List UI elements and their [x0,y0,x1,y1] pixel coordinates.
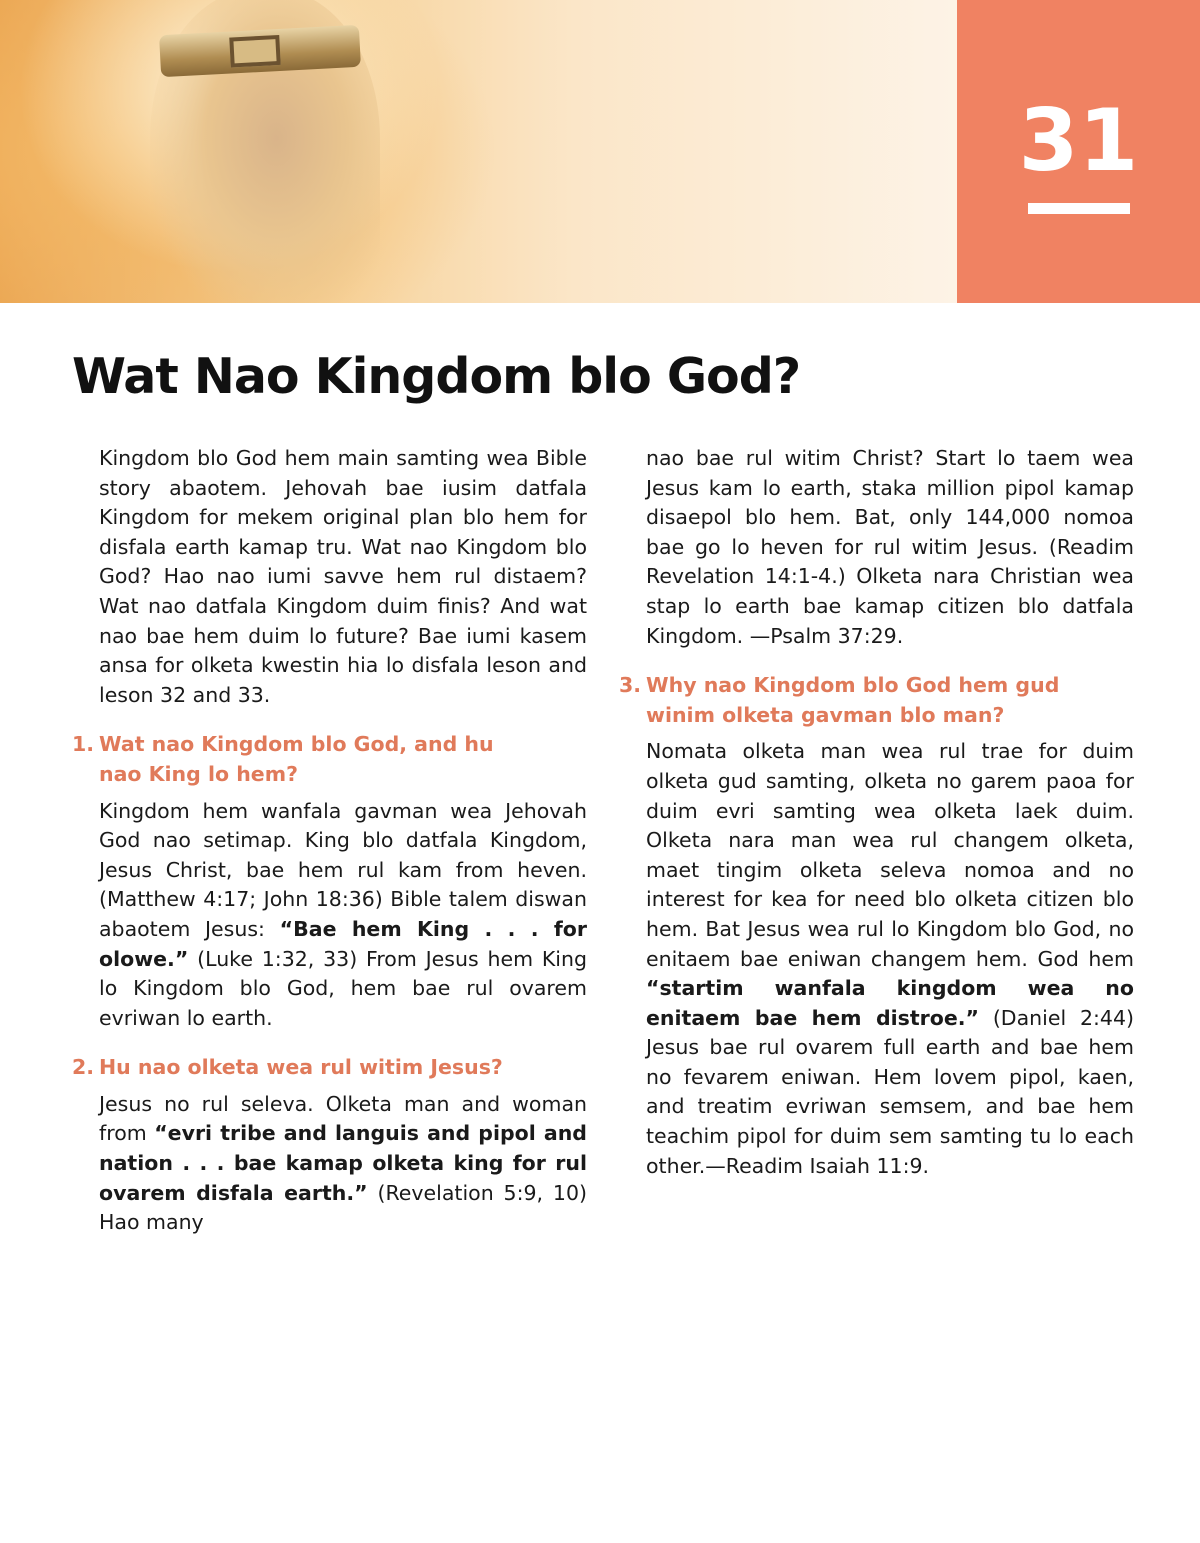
section-number: 2. [72,1055,95,1080]
bold-quote: “evri tribe and languis and pipol and nation . . . bae kamap olketa king for rul ovarem disfala earth.” [99,1121,587,1205]
section-paragraph [99,1090,587,1235]
section-heading-text: Hu nao olketa wea rul witim Jesus? [99,1055,503,1080]
section-heading [619,671,1079,730]
bold-quote: “startim wanfala kingdom wea no enitaem bae hem distroe.” [646,976,1134,1030]
section-paragraph-continued [646,444,1134,651]
section-number: 1. [72,732,95,757]
section-number: 3. [619,673,642,698]
text: (Luke 1:32, 33) From Jesus hem King lo Kingdom blo God, hem bae rul ovarem evriwan lo earth. [99,946,587,1030]
lesson-number: 31 [1018,91,1139,191]
section-heading-text: Why nao Kingdom blo God hem gud winim olketa gavman blo man? [646,673,1060,727]
crown-gem [229,35,281,68]
text: nao bae rul witim Christ? Start lo taem wea Jesus kam lo earth, staka million pipol kamap disaepol blo hem. Bat, only 144,000 nomoa bae go lo heven for rul witim Jesus. (Readim Revelation 14:1-4.) Olketa nara Christian wea stap lo earth bae kamap citizen blo datfala Kingdom. —Psalm 37:29. [646,446,1134,648]
column-right [619,444,1134,1181]
intro-paragraph: Kingdom blo God hem main samting wea Bible story abaotem. Jehovah bae iusim datfala Kingdom for mekem original plan blo hem for disfala earth kamap tru. Wat nao Kingdom blo God? Hao nao iumi savve hem rul distaem? Wat nao datfala Kingdom duim finis? And wat nao bae hem duim lo future? Bae iumi kasem ansa for olketa kwestin hia lo disfala leson and leson 32 and 33. [99,446,587,707]
bold-quote: “Bae hem King . . . for olowe.” [99,916,587,971]
section-paragraph [646,737,1134,1181]
section-heading [72,1053,532,1083]
section-heading [72,730,532,789]
text: (Revelation 5:9, 10) Hao many [99,1180,587,1235]
text: (Daniel 2:44) Jesus bae rul ovarem full earth and bae hem no fevarem eniwan. Hem lovem pipol, kaen, and treatim evriwan semsem, and bae hem teachim pipol for duim sem samting tu lo each other.—Readim Isaiah 11:9. [646,1005,1134,1178]
section-heading-text: Wat nao Kingdom blo God, and hu nao King lo hem? [99,732,494,786]
text: Nomata olketa man wea rul trae for duim olketa gud samting, olketa no garem paoa for duim evri samting wea olketa laek duim. Olketa nara man wea rul changem olketa, maet tingim olketa seleva nomoa and no interest for kea for need blo olketa citizen blo hem. Bat Jesus wea rul lo Kingdom blo God, no enitaem bae eniwan changem hem. God hem [646,739,1134,971]
page-title: Wat Nao Kingdom blo God? [72,348,801,405]
text: Kingdom hem wanfala gavman wea Jehovah God nao setimap. King blo datfala Kingdom, Jesus Christ, bae hem rul kam from heven. (Matthew 4:17; John 18:36) Bible talem diswan abaotem Jesus: [99,798,587,941]
text: Jesus no rul seleva. Olketa man and woman from [99,1091,587,1146]
lesson-number-underline [1028,203,1130,214]
section-paragraph [99,797,587,1034]
hero-image [0,0,957,303]
column-left [72,444,587,1235]
lesson-badge [957,0,1200,303]
